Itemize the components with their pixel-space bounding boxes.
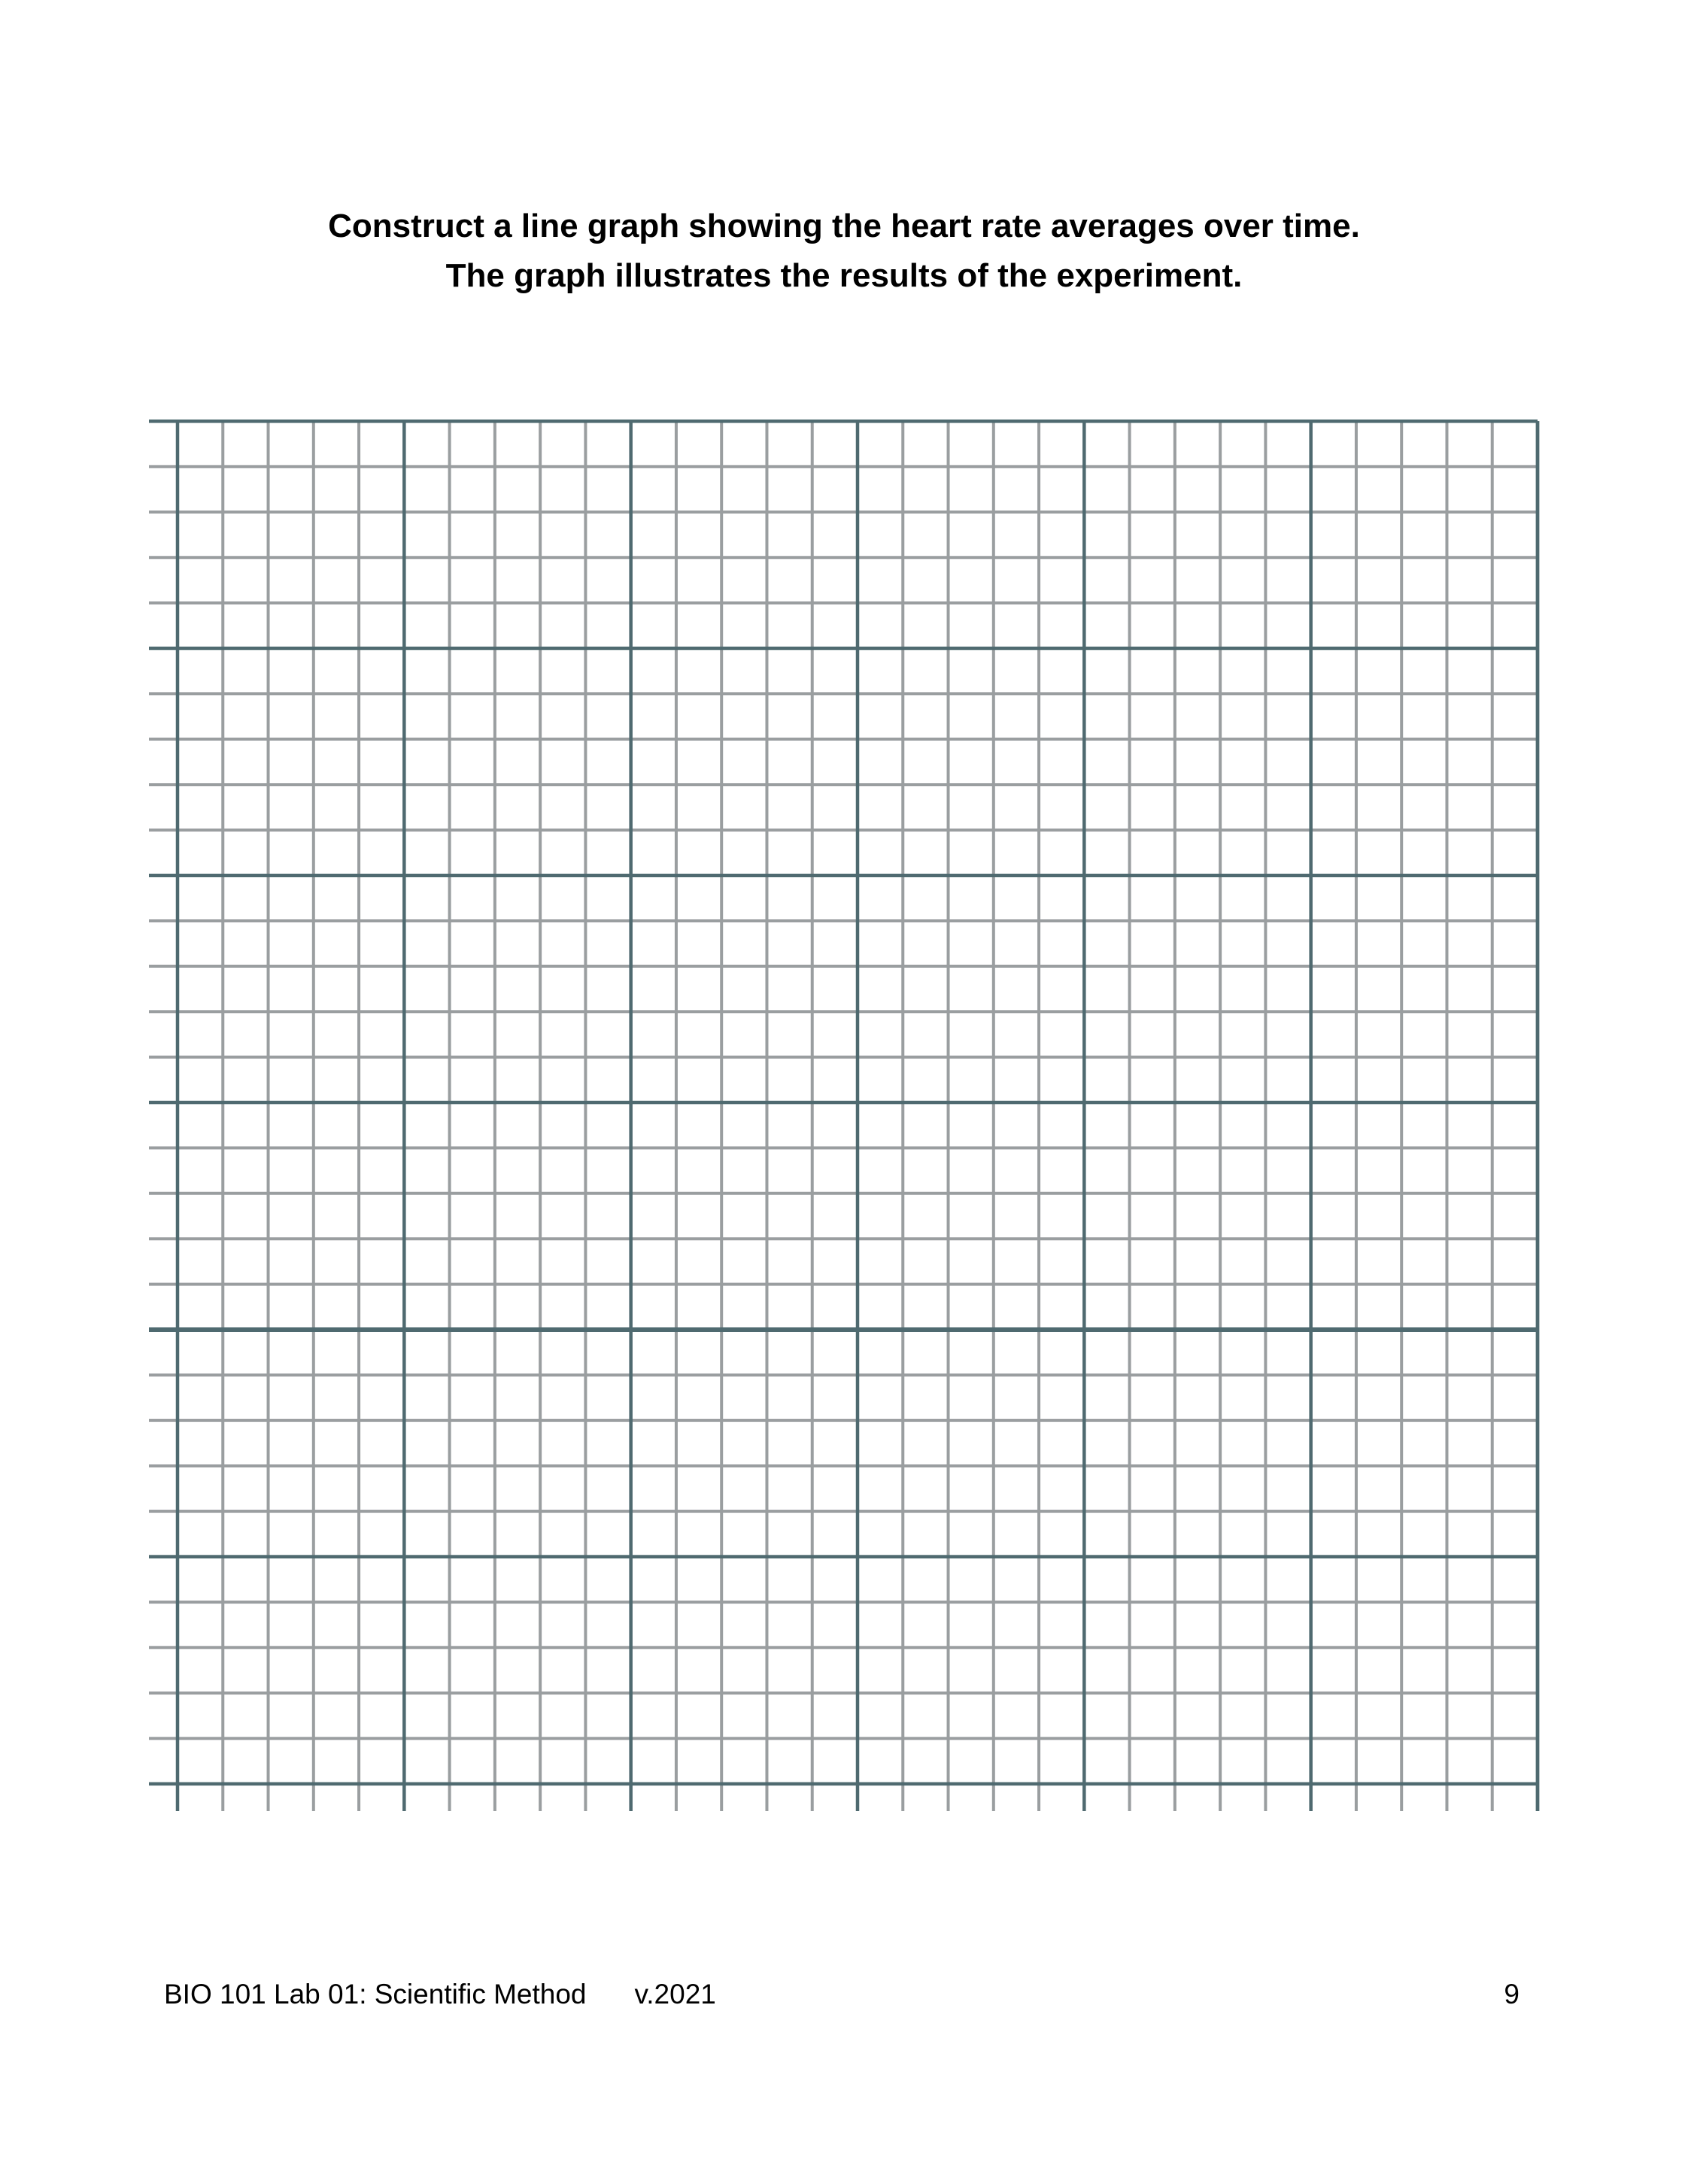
- footer-version: v.2021: [634, 1979, 716, 2010]
- footer-course-info: [164, 1976, 716, 2013]
- page-number: 9: [1504, 1979, 1520, 2010]
- instruction-line-2: The graph illustrates the results of the experiment.: [445, 257, 1243, 294]
- footer-course-title: BIO 101 Lab 01: Scientific Method: [164, 1979, 587, 2010]
- instruction-line-1: Construct a line graph showing the heart rate averages over time.: [328, 208, 1360, 244]
- instructions-header: [0, 202, 1688, 301]
